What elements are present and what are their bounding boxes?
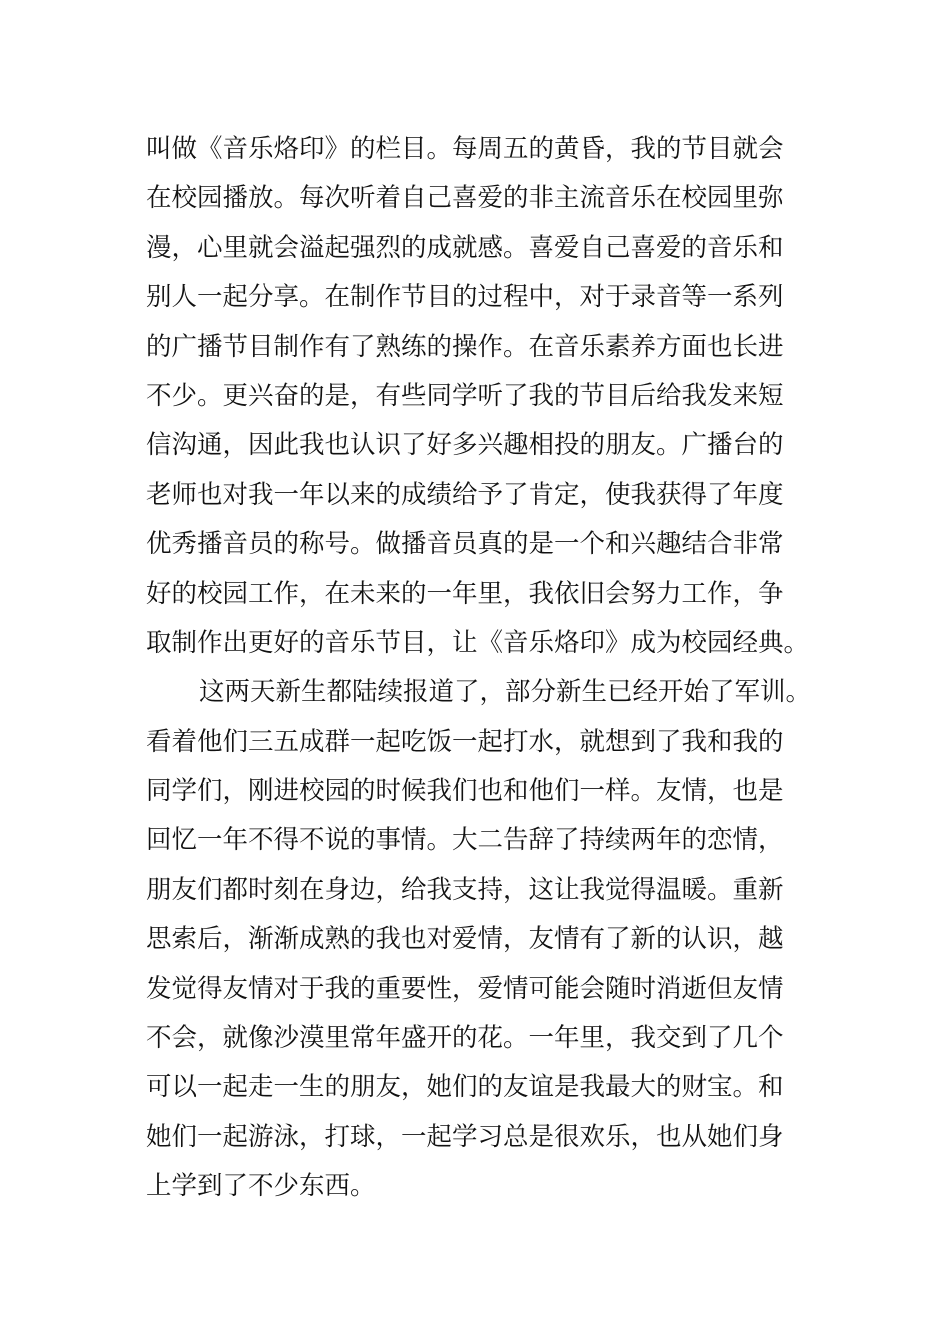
- text-line: 漫，心里就会溢起强烈的成就感。喜爱自己喜爱的音乐和: [146, 232, 784, 263]
- paragraph-1: [146, 125, 836, 668]
- text-line: 她们一起游泳，打球，一起学习总是很欢乐，也从她们身: [146, 1121, 784, 1152]
- paragraph-2: [146, 668, 836, 1211]
- text-line: 同学们，刚进校园的时候我们也和他们一样。友情，也是: [146, 776, 784, 807]
- text-line: 发觉得友情对于我的重要性，爱情可能会随时消逝但友情: [146, 973, 784, 1004]
- text-line: 的广播节目制作有了熟练的操作。在音乐素养方面也长进: [146, 331, 784, 362]
- text-line: 信沟通，因此我也认识了好多兴趣相投的朋友。广播台的: [146, 430, 784, 461]
- text-line: 回忆一年不得不说的事情。大二告辞了持续两年的恋情，: [146, 825, 784, 856]
- text-line: 上学到了不少东西。: [146, 1171, 376, 1202]
- text-line: 优秀播音员的称号。做播音员真的是一个和兴趣结合非常: [146, 529, 784, 560]
- text-line: 朋友们都时刻在身边，给我支持，这让我觉得温暖。重新: [146, 874, 784, 905]
- text-line: 在校园播放。每次听着自己喜爱的非主流音乐在校园里弥: [146, 183, 784, 214]
- text-line: 可以一起走一生的朋友，她们的友谊是我最大的财宝。和: [146, 1072, 784, 1103]
- text-line: 取制作出更好的音乐节目，让《音乐烙印》成为校园经典。: [146, 627, 810, 658]
- text-line: 好的校园工作，在未来的一年里，我依旧会努力工作，争: [146, 578, 784, 609]
- text-line: 别人一起分享。在制作节目的过程中，对于录音等一系列: [146, 282, 784, 313]
- text-line: 老师也对我一年以来的成绩给予了肯定，使我获得了年度: [146, 479, 784, 510]
- text-line: 不少。更兴奋的是，有些同学听了我的节目后给我发来短: [146, 380, 784, 411]
- text-line-indented: 这两天新生都陆续报道了，部分新生已经开始了军训。: [199, 677, 812, 708]
- text-line: 看着他们三五成群一起吃饭一起打水，就想到了我和我的: [146, 726, 784, 757]
- text-line: 不会，就像沙漠里常年盛开的花。一年里，我交到了几个: [146, 1023, 784, 1054]
- document-body: [146, 125, 836, 1212]
- text-line: 叫做《音乐烙印》的栏目。每周五的黄昏，我的节目就会: [146, 134, 784, 164]
- text-line: 思索后，渐渐成熟的我也对爱情，友情有了新的认识，越: [146, 924, 784, 955]
